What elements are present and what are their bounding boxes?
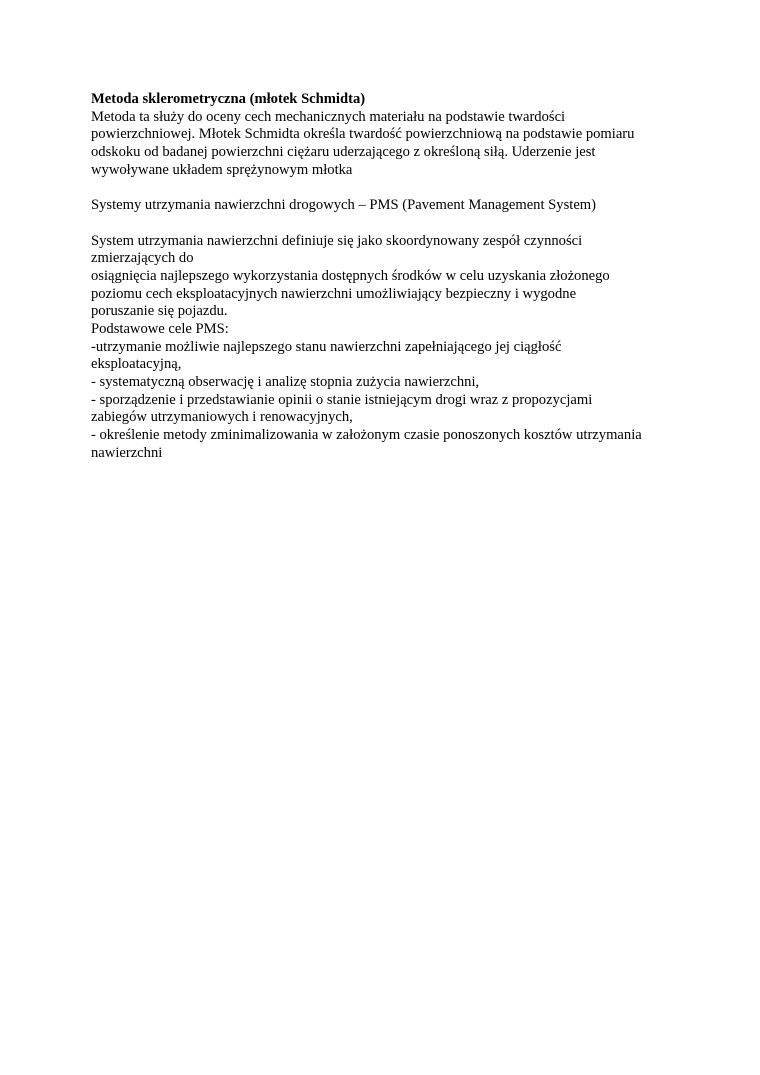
section-title: Systemy utrzymania nawierzchni drogowych – PMS (Pavement Management System) [91,197,597,214]
paragraph-line: wywoływane układem sprężynowym młotka [91,161,353,178]
goals-list [91,339,681,463]
list-item: - systematyczną obserwację i analizę stopnia zużycia nawierzchni, [91,374,480,390]
list-item: nawierzchni [91,444,163,461]
document-body [91,91,681,462]
list-item: -utrzymanie możliwie najlepszego stanu nawierzchni zapełniającego jej ciągłość [91,338,562,355]
list-item: eksploatacyjną, [91,356,182,373]
paragraph-schmidt-hammer [91,109,681,180]
blank-line [91,215,681,233]
list-item: zabiegów utrzymaniowych i renowacyjnych, [91,409,353,426]
paragraph-line: zmierzających do [91,250,194,267]
paragraph-pms-definition [91,233,681,321]
goals-title: Podstawowe cele PMS: [91,320,229,337]
paragraph-line: osiągnięcia najlepszego wykorzystania dostępnych środków w celu uzyskania złożonego [91,267,610,284]
list-item: - sporządzenie i przedstawianie opinii o stanie istniejącym drogi wraz z propozycjami [91,391,593,408]
heading: Metoda sklerometryczna (młotek Schmidta) [91,91,366,107]
paragraph-line: poruszanie się pojazdu. [91,303,228,320]
paragraph-line: poziomu cech eksploatacyjnych nawierzchni umożliwiający bezpieczny i wygodne [91,285,577,302]
paragraph-line: Metoda ta służy do oceny cech mechanicznych materiału na podstawie twardości [91,108,566,125]
paragraph-line: System utrzymania nawierzchni definiuje się jako skoordynowany zespół czynności [91,232,583,249]
paragraph-line: odskoku od badanej powierzchni ciężaru uderzającego z określoną siłą. Uderzenie jest [91,144,596,161]
list-item: - określenie metody zminimalizowania w założonym czasie ponoszonych kosztów utrzymania [91,427,642,444]
blank-line [91,179,681,197]
paragraph-line: powierzchniowej. Młotek Schmidta określa twardość powierzchniową na podstawie pomiaru [91,126,635,143]
